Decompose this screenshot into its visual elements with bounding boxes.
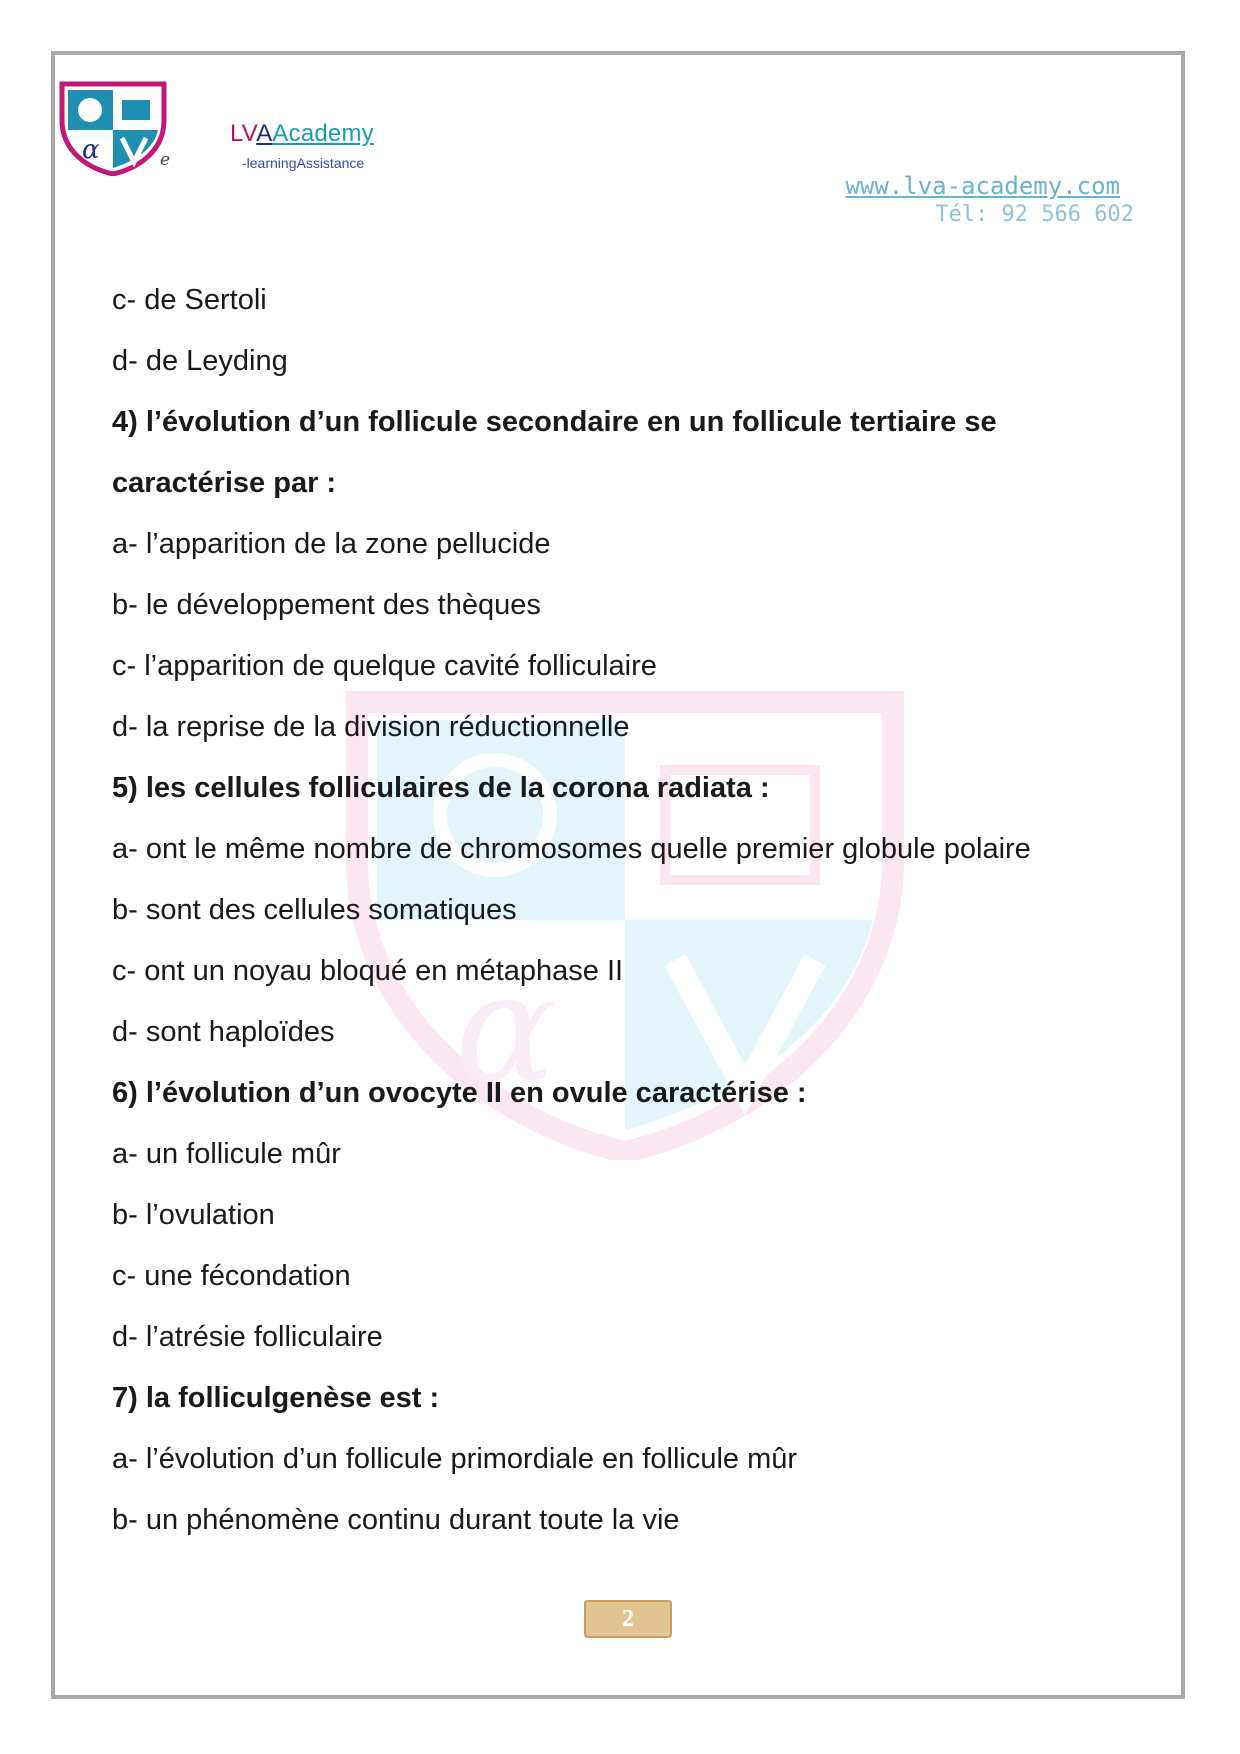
website-link[interactable]: www.lva-academy.com (845, 172, 1120, 200)
lva-logo-icon (58, 80, 171, 176)
brand-tagline: -learningAssistance (242, 155, 365, 171)
answer-option: b- un phénomène continu durant toute la vie (112, 1504, 680, 1536)
question-heading: 4) l’évolution d’un follicule secondaire en un follicule tertiaire se (112, 406, 997, 438)
question-heading: 6) l’évolution d’un ovocyte II en ovule caractérise : (112, 1077, 807, 1109)
answer-option: c- l’apparition de quelque cavité folliculaire (112, 650, 657, 682)
question-content (112, 278, 1122, 1559)
answer-option: a- ont le même nombre de chromosomes quelle premier globule polaire (112, 833, 1031, 865)
answer-option: d- l’atrésie folliculaire (112, 1321, 383, 1353)
answer-option: a- l’apparition de la zone pellucide (112, 528, 551, 560)
answer-option: b- l’ovulation (112, 1199, 275, 1231)
brand-name: LVAAcademy (230, 120, 374, 147)
page-number-badge: 2 (584, 1600, 672, 1638)
logo-e-letter: e (160, 150, 171, 170)
answer-option: a- l’évolution d’un follicule primordiale en follicule mûr (112, 1443, 798, 1475)
question-heading: caractérise par : (112, 467, 337, 499)
answer-option: d- sont haploïdes (112, 1016, 335, 1048)
svg-text:α: α (455, 942, 557, 1116)
phone-number: Tél: 92 566 602 (935, 202, 1134, 227)
answer-option: d- de Leyding (112, 345, 288, 377)
answer-option: c- ont un noyau bloqué en métaphase II (112, 955, 624, 987)
answer-option: b- sont des cellules somatiques (112, 894, 517, 926)
answer-option: c- de Sertoli (112, 284, 267, 316)
answer-option: a- un follicule mûr (112, 1138, 341, 1170)
answer-option: d- la reprise de la division réductionnelle (112, 711, 630, 743)
question-heading: 5) les cellules folliculaires de la corona radiata : (112, 772, 770, 804)
answer-option: c- une fécondation (112, 1260, 351, 1292)
svg-text:α: α (82, 135, 100, 165)
question-heading: 7) la folliculgenèse est : (112, 1382, 440, 1414)
answer-option: b- le développement des thèques (112, 589, 541, 621)
